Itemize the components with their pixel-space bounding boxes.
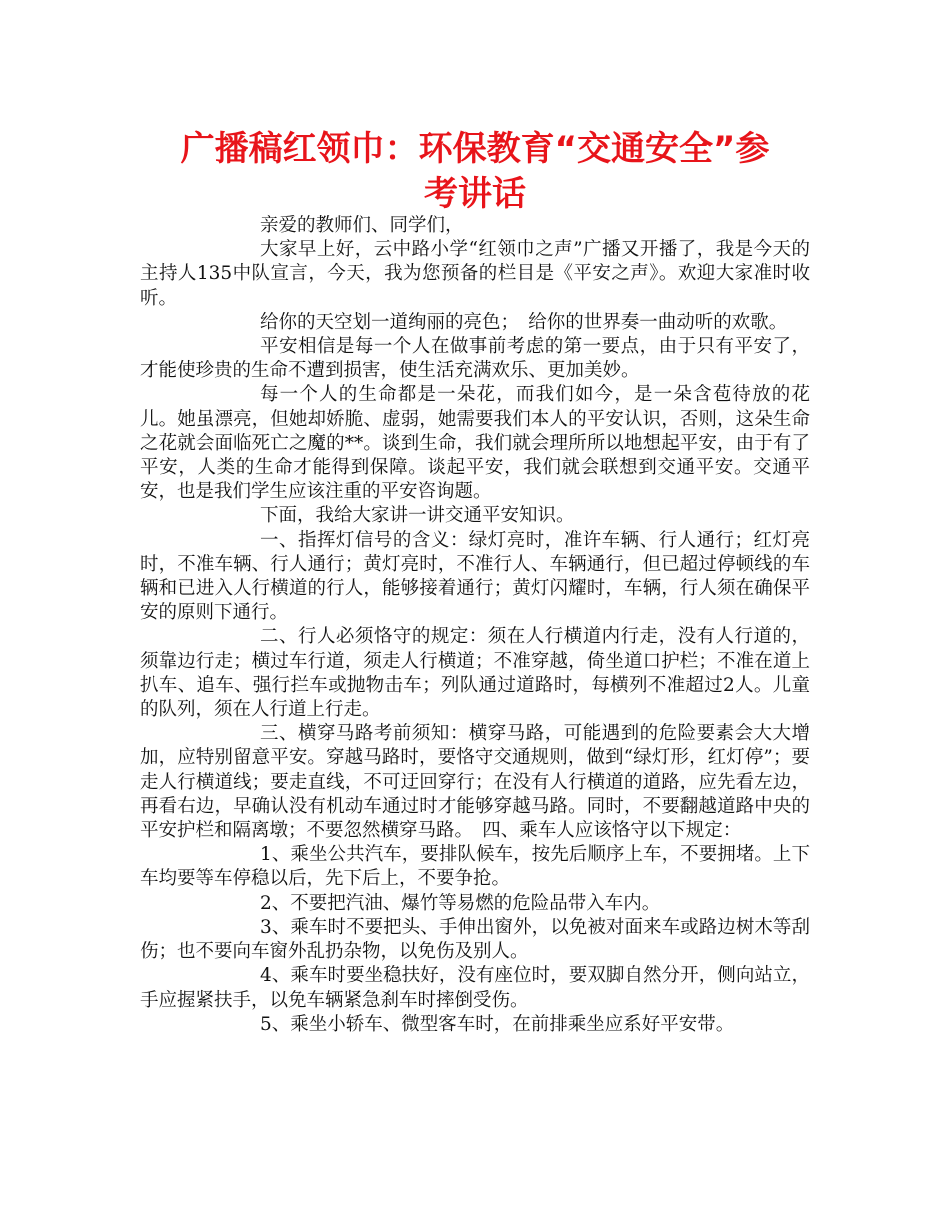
paragraph-crossing-road: 三、横穿马路考前须知：横穿马路，可能遇到的危险要素会大大增加，应特别留意平安。穿越马路时，要恪守交通规则，做到“绿灯形，红灯停”；要走人行横道线；要走直线，不可迂回穿行；在没有人行横道的道路，应先看左边，再看右边，早确认没有机动车通过时才能够穿越马路。同时，不要翻越道路中央的平安护栏和隔离墩；不要忽然横穿马路。 四、乘车人应该恪守以下规定： <box>140 723 810 842</box>
paragraph-rule-2: 2、不要把汽油、爆竹等易燃的危险品带入车内。 <box>260 892 661 914</box>
paragraph-rule-5: 5、乘坐小轿车、微型客车时，在前排乘坐应系好平安带。 <box>260 1013 735 1035</box>
paragraph-safety-first: 平安相信是每一个人在做事前考虑的第一要点，由于只有平安了，才能使珍贵的生命不遭到损害，使生活充满欢乐、更加美妙。 <box>140 336 810 382</box>
paragraph-poem: 给你的天空划一道绚丽的亮色； 给你的世界奏一曲动听的欢歌。 <box>260 311 788 333</box>
paragraph-traffic-lights: 一、指挥灯信号的含义：绿灯亮时，准许车辆、行人通行；红灯亮时，不准车辆、行人通行；黄灯亮时，不准行人、车辆通行，但已超过停顿线的车辆和已进入人行横道的行人，能够接着通行；黄灯闪耀时，车辆，行人须在确保平安的原则下通行。 <box>140 529 810 624</box>
paragraph-rule-1: 1、乘坐公共汽车，要排队候车，按先后顺序上车，不要拥堵。上下车均要等车停稳以后，先下后上，不要争抢。 <box>140 844 810 890</box>
document-body <box>140 214 810 1037</box>
paragraph-intro: 大家早上好，云中路小学“红领巾之声”广播又开播了，我是今天的主持人135中队宣言，今天，我为您预备的栏目是《平安之声》。欢迎大家准时收听。 <box>140 239 810 309</box>
paragraph-rule-4: 4、乘车时要坐稳扶好，没有座位时，要双脚自然分开，侧向站立，手应握紧扶手，以免车辆紧急刹车时摔倒受伤。 <box>140 965 810 1011</box>
paragraph-life-flower: 每一个人的生命都是一朵花，而我们如今，是一朵含苞待放的花儿。她虽漂亮，但她却娇脆、虚弱，她需要我们本人的平安认识，否则，这朵生命之花就会面临死亡之魔的**。谈到生命，我们就会理所所以地想起平安，由于有了平安，人类的生命才能得到保障。谈起平安，我们就会联想到交通平安。交通平安，也是我们学生应该注重的平安咨询题。 <box>140 384 810 503</box>
paragraph-pedestrian-rules: 二、行人必须恪守的规定：须在人行横道内行走，没有人行道的，须靠边行走；横过车行道，须走人行横道；不准穿越，倚坐道口护栏；不准在道上扒车、追车、强行拦车或抛物击车；列队通过道路时，每横列不准超过2人。儿童的队列，须在人行道上行走。 <box>140 626 810 721</box>
paragraph-knowledge-intro: 下面，我给大家讲一讲交通平安知识。 <box>260 505 575 527</box>
paragraph-greeting: 亲爱的教师们、同学们， <box>260 215 464 236</box>
paragraph-rule-3: 3、乘车时不要把头、手伸出窗外，以免被对面来车或路边树木等刮伤；也不要向车窗外乱扔杂物，以免伤及别人。 <box>140 916 810 963</box>
document-title-line-1: 广播稿红领巾：环保教育“交通安全”参 <box>180 129 770 169</box>
document-title-line-2: 考讲话 <box>424 174 526 214</box>
